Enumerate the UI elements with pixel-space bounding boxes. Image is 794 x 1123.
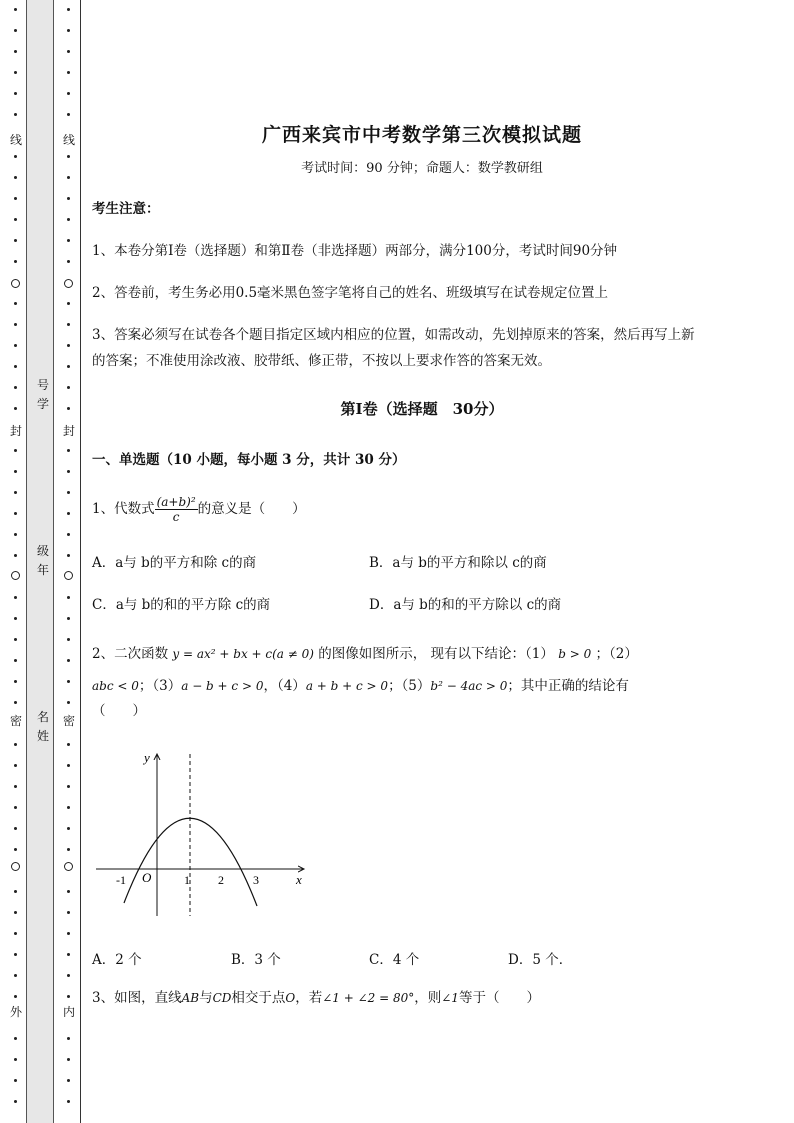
margin-dot: [67, 92, 70, 95]
margin-dot: [67, 323, 70, 326]
margin-dot: [14, 113, 17, 116]
margin-dot: [14, 827, 17, 830]
q1-fraction: $\frac{\text{(a+b)²}}{c}$: [156, 495, 196, 524]
margin-circle: [64, 279, 73, 288]
margin-dot: [14, 617, 17, 620]
margin-dot: [14, 365, 17, 368]
margin-circle: [11, 571, 20, 580]
outer-mark-feng: 封: [10, 424, 23, 438]
inner-mark-mi: 密: [63, 714, 76, 728]
margin-dot: [14, 995, 17, 998]
margin-dot: [67, 218, 70, 221]
question-2-blank: （ ）: [92, 703, 146, 719]
y-axis-label: y: [144, 750, 150, 765]
tick-label-1: 1: [184, 873, 190, 887]
margin-dot: [67, 701, 70, 704]
q2-option-d[interactable]: D．5 个．: [508, 952, 573, 968]
question-2-line1: 2、二次函数 y = ax² + bx + c(a ≠ 0) 的图像如图所示， 现有以下结论：（1） b > 0 ；（2）: [92, 646, 638, 662]
binding-line: [80, 0, 81, 1123]
notice-heading: 考生注意：: [92, 201, 160, 217]
margin-dot: [14, 218, 17, 221]
margin-dot: [67, 890, 70, 893]
margin-dot: [67, 932, 70, 935]
question-1: 1、代数式 $\frac{\text{(a+b)²}}{c}$ 的意义是（ ）: [92, 495, 306, 524]
margin-dot: [67, 260, 70, 263]
margin-dot: [14, 680, 17, 683]
margin-dot: [14, 29, 17, 32]
margin-dot: [67, 974, 70, 977]
margin-dot: [14, 533, 17, 536]
margin-dot: [14, 764, 17, 767]
margin-dot: [67, 512, 70, 515]
margin-dot: [14, 260, 17, 263]
outer-mark-xian: 线: [10, 133, 23, 147]
margin-dot: [14, 974, 17, 977]
student-id-label: 号 学: [36, 378, 49, 411]
margin-dot: [67, 239, 70, 242]
margin-dot: [67, 344, 70, 347]
margin-circle: [64, 571, 73, 580]
inner-dotted-line: [63, 0, 75, 1123]
margin-dot: [67, 953, 70, 956]
q1-option-c[interactable]: C．a与 b的和的平方除 c的商: [92, 597, 271, 613]
margin-dot: [67, 491, 70, 494]
margin-circle: [64, 862, 73, 871]
margin-dot: [67, 995, 70, 998]
margin-dot: [14, 239, 17, 242]
margin-dot: [14, 743, 17, 746]
parabola-graph: [92, 748, 322, 928]
exam-subtitle: 考试时间：90 分钟；命题人：数学教研组: [301, 161, 543, 176]
margin-dot: [67, 176, 70, 179]
margin-circle: [11, 862, 20, 871]
margin-dot: [67, 911, 70, 914]
margin-dot: [67, 71, 70, 74]
margin-dot: [67, 659, 70, 662]
margin-dot: [67, 470, 70, 473]
margin-dot: [14, 92, 17, 95]
margin-dot: [67, 533, 70, 536]
outer-mark-wai: 外: [10, 1005, 23, 1019]
name-label: 名 姓: [36, 710, 49, 743]
margin-dot: [14, 470, 17, 473]
margin-dot: [14, 554, 17, 557]
margin-dot: [14, 659, 17, 662]
margin-dot: [14, 302, 17, 305]
margin-dot: [14, 806, 17, 809]
margin-dot: [67, 50, 70, 53]
inner-mark-nei: 内: [63, 1005, 76, 1019]
margin-dot: [14, 50, 17, 53]
margin-dot: [67, 554, 70, 557]
margin-dot: [67, 113, 70, 116]
margin-dot: [14, 1037, 17, 1040]
margin-dot: [14, 701, 17, 704]
margin-dot: [67, 449, 70, 452]
margin-dot: [67, 1058, 70, 1061]
grade-label: 级 年: [36, 544, 49, 577]
q2-option-a[interactable]: A．2 个: [92, 952, 142, 968]
margin-dot: [67, 8, 70, 11]
margin-dot: [14, 155, 17, 158]
margin-dot: [67, 302, 70, 305]
margin-dot: [14, 8, 17, 11]
margin-dot: [14, 932, 17, 935]
margin-dot: [67, 827, 70, 830]
margin-dot: [67, 386, 70, 389]
notice-item-1: 1、本卷分第Ⅰ卷（选择题）和第Ⅱ卷（非选择题）两部分，满分100分，考试时间90分钟: [92, 243, 618, 259]
margin-dot: [14, 953, 17, 956]
margin-dot: [14, 323, 17, 326]
q2-option-b[interactable]: B．3 个: [231, 952, 281, 968]
margin-dot: [14, 344, 17, 347]
q2-function: y = ax² + bx + c(a ≠ 0): [172, 647, 314, 661]
notice-item-2: 2、答卷前，考生务必用0.5毫米黑色签字笔将自己的姓名、班级填写在试卷规定位置上: [92, 285, 609, 301]
margin-circle: [11, 279, 20, 288]
outer-mark-mi: 密: [10, 714, 23, 728]
notice-item-3-cont: 的答案；不准使用涂改液、胶带纸、修正带，不按以上要求作答的答案无效。: [92, 353, 551, 369]
margin-dot: [67, 1100, 70, 1103]
origin-label: O: [142, 870, 152, 885]
margin-dot: [14, 1079, 17, 1082]
margin-dot: [67, 596, 70, 599]
margin-dot: [14, 911, 17, 914]
margin-dot: [14, 71, 17, 74]
margin-dot: [67, 29, 70, 32]
margin-dot: [67, 638, 70, 641]
q2-option-c[interactable]: C．4 个: [369, 952, 420, 968]
notice-item-3: 3、答案必须写在试卷各个题目指定区域内相应的位置，如需改动，先划掉原来的答案，然后再写上新: [92, 327, 695, 343]
margin-dot: [67, 197, 70, 200]
margin-dot: [67, 680, 70, 683]
margin-dot: [67, 1079, 70, 1082]
q1-option-d[interactable]: D．a与 b的和的平方除以 c的商: [369, 597, 562, 613]
margin-dot: [14, 1100, 17, 1103]
x-axis-label: x: [296, 872, 302, 887]
margin-dot: [67, 1037, 70, 1040]
section-title: 第Ⅰ卷（选择题 30分）: [340, 400, 504, 418]
margin-dot: [14, 197, 17, 200]
margin-dot: [67, 785, 70, 788]
part-heading: 一、单选题（10 小题，每小题 3 分，共计 30 分）: [92, 452, 406, 468]
tick-label-2: 2: [218, 873, 224, 887]
margin-dot: [67, 617, 70, 620]
margin-dot: [14, 512, 17, 515]
question-3: 3、如图，直线AB与CD相交于点O，若∠1 + ∠2 = 80°，则∠1等于（ ）: [92, 990, 540, 1006]
margin-dot: [14, 848, 17, 851]
margin-dot: [67, 764, 70, 767]
margin-dot: [14, 386, 17, 389]
inner-mark-feng: 封: [63, 424, 76, 438]
inner-mark-xian: 线: [63, 133, 76, 147]
binding-margin: [0, 0, 82, 1123]
margin-dot: [14, 890, 17, 893]
q1-option-a[interactable]: A．a与 b的平方和除 c的商: [92, 555, 257, 571]
margin-dot: [14, 491, 17, 494]
margin-dot: [14, 407, 17, 410]
margin-dot: [14, 785, 17, 788]
outer-dotted-line: [10, 0, 22, 1123]
margin-dot: [14, 638, 17, 641]
question-2-line2: abc < 0；（3）a − b + c > 0，（4）a + b + c > 0；（5）b² − 4ac > 0；其中正确的结论有: [92, 678, 629, 694]
exam-title: 广西来宾市中考数学第三次模拟试题: [261, 124, 582, 146]
margin-dot: [67, 155, 70, 158]
tick-label-neg1: -1: [116, 873, 126, 887]
margin-dot: [67, 407, 70, 410]
margin-dot: [67, 743, 70, 746]
margin-dot: [14, 449, 17, 452]
margin-dot: [67, 848, 70, 851]
margin-dot: [67, 365, 70, 368]
q1-option-b[interactable]: B．a与 b的平方和除以 c的商: [369, 555, 547, 571]
margin-dot: [67, 806, 70, 809]
tick-label-3: 3: [253, 873, 259, 887]
margin-dot: [14, 596, 17, 599]
margin-dot: [14, 1058, 17, 1061]
margin-dot: [14, 176, 17, 179]
